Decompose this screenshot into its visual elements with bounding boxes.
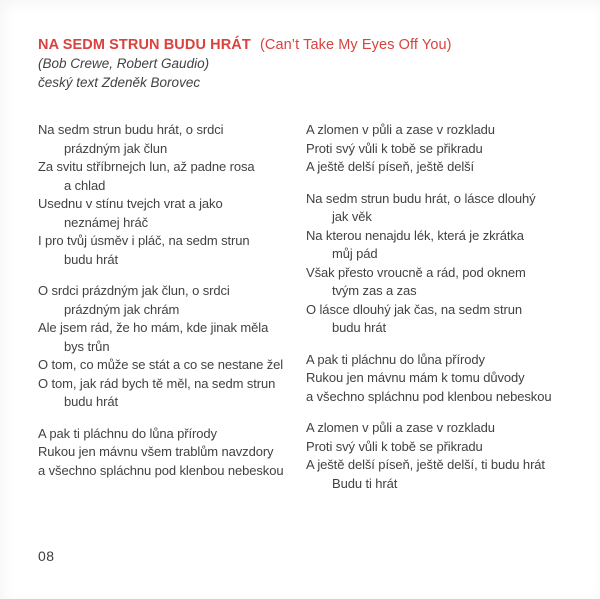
lyric-line: prázdným jak chrám — [64, 301, 180, 317]
song-title-original: (Can’t Take My Eyes Off You) — [259, 37, 452, 53]
lyric-line: Však přesto vroucně a rád, pod oknem — [306, 264, 526, 280]
song-header — [38, 36, 580, 92]
lyric-line: Usednu v stínu tvejch vrat a jako — [38, 196, 223, 211]
lyric-line: a chlad — [64, 177, 106, 193]
lyric-line: O tom, jak rád bych tě měl, na sedm strun — [38, 375, 276, 391]
lyric-line: budu hrát — [64, 394, 119, 409]
lyric-line: A pak ti pláchnu do lůna přírody — [38, 425, 217, 441]
lyric-line: O srdci prázdným jak člun, o srdci — [38, 283, 230, 298]
stanza — [38, 121, 306, 269]
lyric-line: A ještě delší píseň, ještě delší, ti budu hrát — [306, 457, 545, 472]
lyric-line: A pak ti pláchnu do lůna přírody — [306, 351, 485, 367]
lyric-line: můj pád — [332, 246, 378, 261]
lyric-line: O tom, co může se stát a co se nestane žel — [38, 357, 284, 372]
lyric-line: Ale jsem rád, že ho mám, kde jinak měla — [38, 320, 269, 335]
lyric-line: neznámej hráč — [64, 214, 148, 230]
songwriters-credit: (Bob Crewe, Robert Gaudio) — [38, 56, 210, 71]
lyric-line: O lásce dlouhý jak čas, na sedm strun — [306, 301, 522, 317]
lyric-line: A zlomen v půli a zase v rozkladu — [306, 122, 495, 137]
lyric-line: I pro tvůj úsměv i pláč, na sedm strun — [38, 233, 250, 248]
stanza — [38, 425, 306, 481]
stanza — [306, 190, 580, 338]
lyric-line: jak věk — [332, 209, 372, 224]
song-title — [38, 36, 580, 55]
lyric-line: Budu ti hrát — [332, 475, 398, 491]
page-footer — [38, 548, 55, 566]
lyric-line: bys trůn — [64, 338, 110, 354]
czech-text-credit: český text Zdeněk Borovec — [38, 74, 201, 90]
lyric-line: a všechno spláchnu pod klenbou nebeskou — [306, 388, 552, 404]
lyric-line: budu hrát — [64, 251, 119, 267]
stanza — [306, 419, 580, 493]
lyric-line: Proti svý vůli k tobě se přikradu — [306, 438, 483, 454]
lyric-line: Proti svý vůli k tobě se přikradu — [306, 140, 483, 156]
lyric-line: Za svitu stříbrnejch lun, až padne rosa — [38, 159, 255, 174]
lyric-line: Na kterou nenajdu lék, která je zkrátka — [306, 227, 524, 243]
lyric-line: A zlomen v půli a zase v rozkladu — [306, 420, 495, 435]
lyric-line: A ještě delší píseň, ještě delší — [306, 159, 475, 174]
lyrics-column-right — [306, 121, 580, 506]
lyric-line: tvým zas a zas — [332, 283, 417, 298]
lyric-line: a všechno spláchnu pod klenbou nebeskou — [38, 462, 284, 478]
lyric-line: Na sedm strun budu hrát, o lásce dlouhý — [306, 190, 536, 206]
page-number: 08 — [38, 548, 55, 564]
lyrics-column-left — [38, 121, 306, 506]
lyric-line: budu hrát — [332, 320, 387, 335]
song-title-czech: NA SEDM STRUN BUDU HRÁT — [38, 37, 251, 53]
lyric-line: Na sedm strun budu hrát, o srdci — [38, 122, 224, 137]
lyric-line: Rukou jen mávnu mám k tomu důvody — [306, 370, 525, 385]
stanza — [38, 282, 306, 412]
stanza — [306, 351, 580, 407]
lyric-line: prázdným jak člun — [64, 140, 168, 156]
stanza — [306, 121, 580, 177]
lyrics-columns — [38, 121, 580, 506]
lyric-line: Rukou jen mávnu všem trablům navzdory — [38, 444, 274, 459]
